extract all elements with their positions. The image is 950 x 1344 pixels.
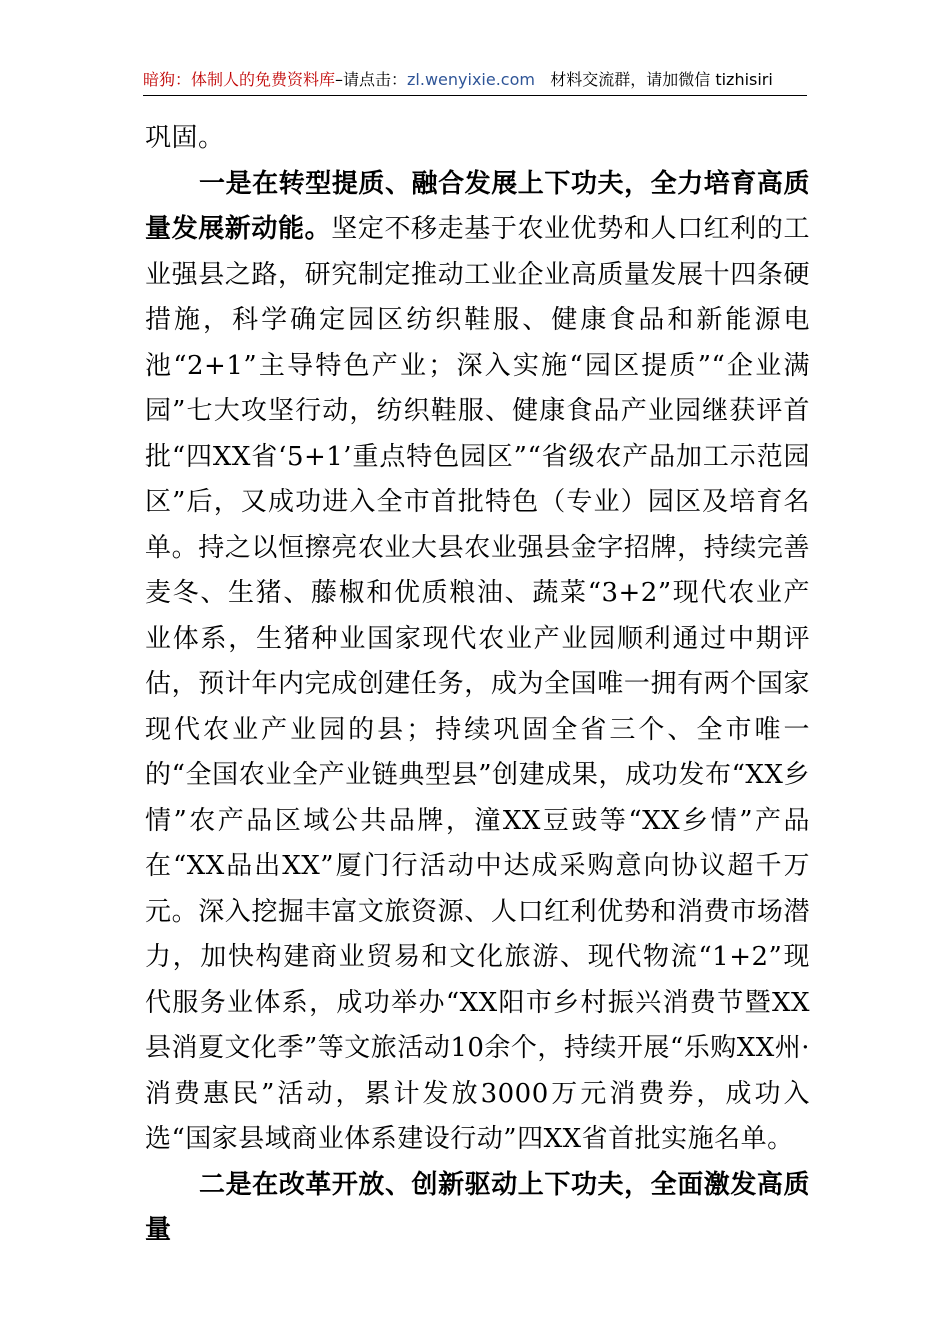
header-divider <box>143 95 807 96</box>
paragraph-2 <box>145 1163 810 1254</box>
paragraph-1-lead: 一是在转型提质、融合发展上下功夫，全力培育高质量发展新动能。 <box>145 168 810 244</box>
paragraph-1 <box>145 162 810 1163</box>
header-brand: 暗狗：体制人的免费资料库 <box>143 70 336 89</box>
header-url-link[interactable]: zl.wenyixie.com <box>407 70 535 89</box>
header-wechat-note: 材料交流群，请加微信 tizhisiri <box>550 70 773 89</box>
carry-over-text: 巩固。 <box>145 123 225 153</box>
header-click-prefix: –请点击： <box>335 70 408 89</box>
document-body <box>145 116 810 1254</box>
paragraph-2-lead: 二是在改革开放、创新驱动上下功夫，全面激发高质量 <box>145 1169 810 1245</box>
page-header <box>143 66 807 94</box>
paragraph-1-body: 坚定不移走基于农业优势和人口红利的工业强县之路，研究制定推动工业企业高质量发展十四条硬措施，科学确定园区纺织鞋服、健康食品和新能源电池“2+1”主导特色产业；深入实施“园区提质”“企业满园”七大攻坚行动，纺织鞋服、健康食品产业园继获评首批“四XX省‘5+1’重点特色园区”“省级农产品加工示范园区”后，又成功进入全市首批特色（专业）园区及培育名单。持之以恒擦亮农业大县农业强县金字招牌，持续完善麦冬、生猪、藤椒和优质粮油、蔬菜“3+2”现代农业产业体系，生猪种业国家现代农业产业园顺利通过中期评估，预计年内完成创建任务，成为全国唯一拥有两个国家现代农业产业园的县；持续巩固全省三个、全市唯一的“全国农业全产业链典型县”创建成果，成功发布“XX乡情”农产品区域公共品牌，潼XX豆豉等“XX乡情”产品在“XX品出XX”厦门行活动中达成采购意向协议超千万元。深入挖掘丰富文旅资源、人口红利优势和消费市场潜力，加快构建商业贸易和文化旅游、现代物流“1+2”现代服务业体系，成功举办“XX阳市乡村振兴消费节暨XX县消夏文化季”等文旅活动10余个，持续开展“乐购XX州·消费惠民”活动，累计发放3000万元消费券，成功入选“国家县域商业体系建设行动”四XX省首批实施名单。 <box>145 214 810 1154</box>
